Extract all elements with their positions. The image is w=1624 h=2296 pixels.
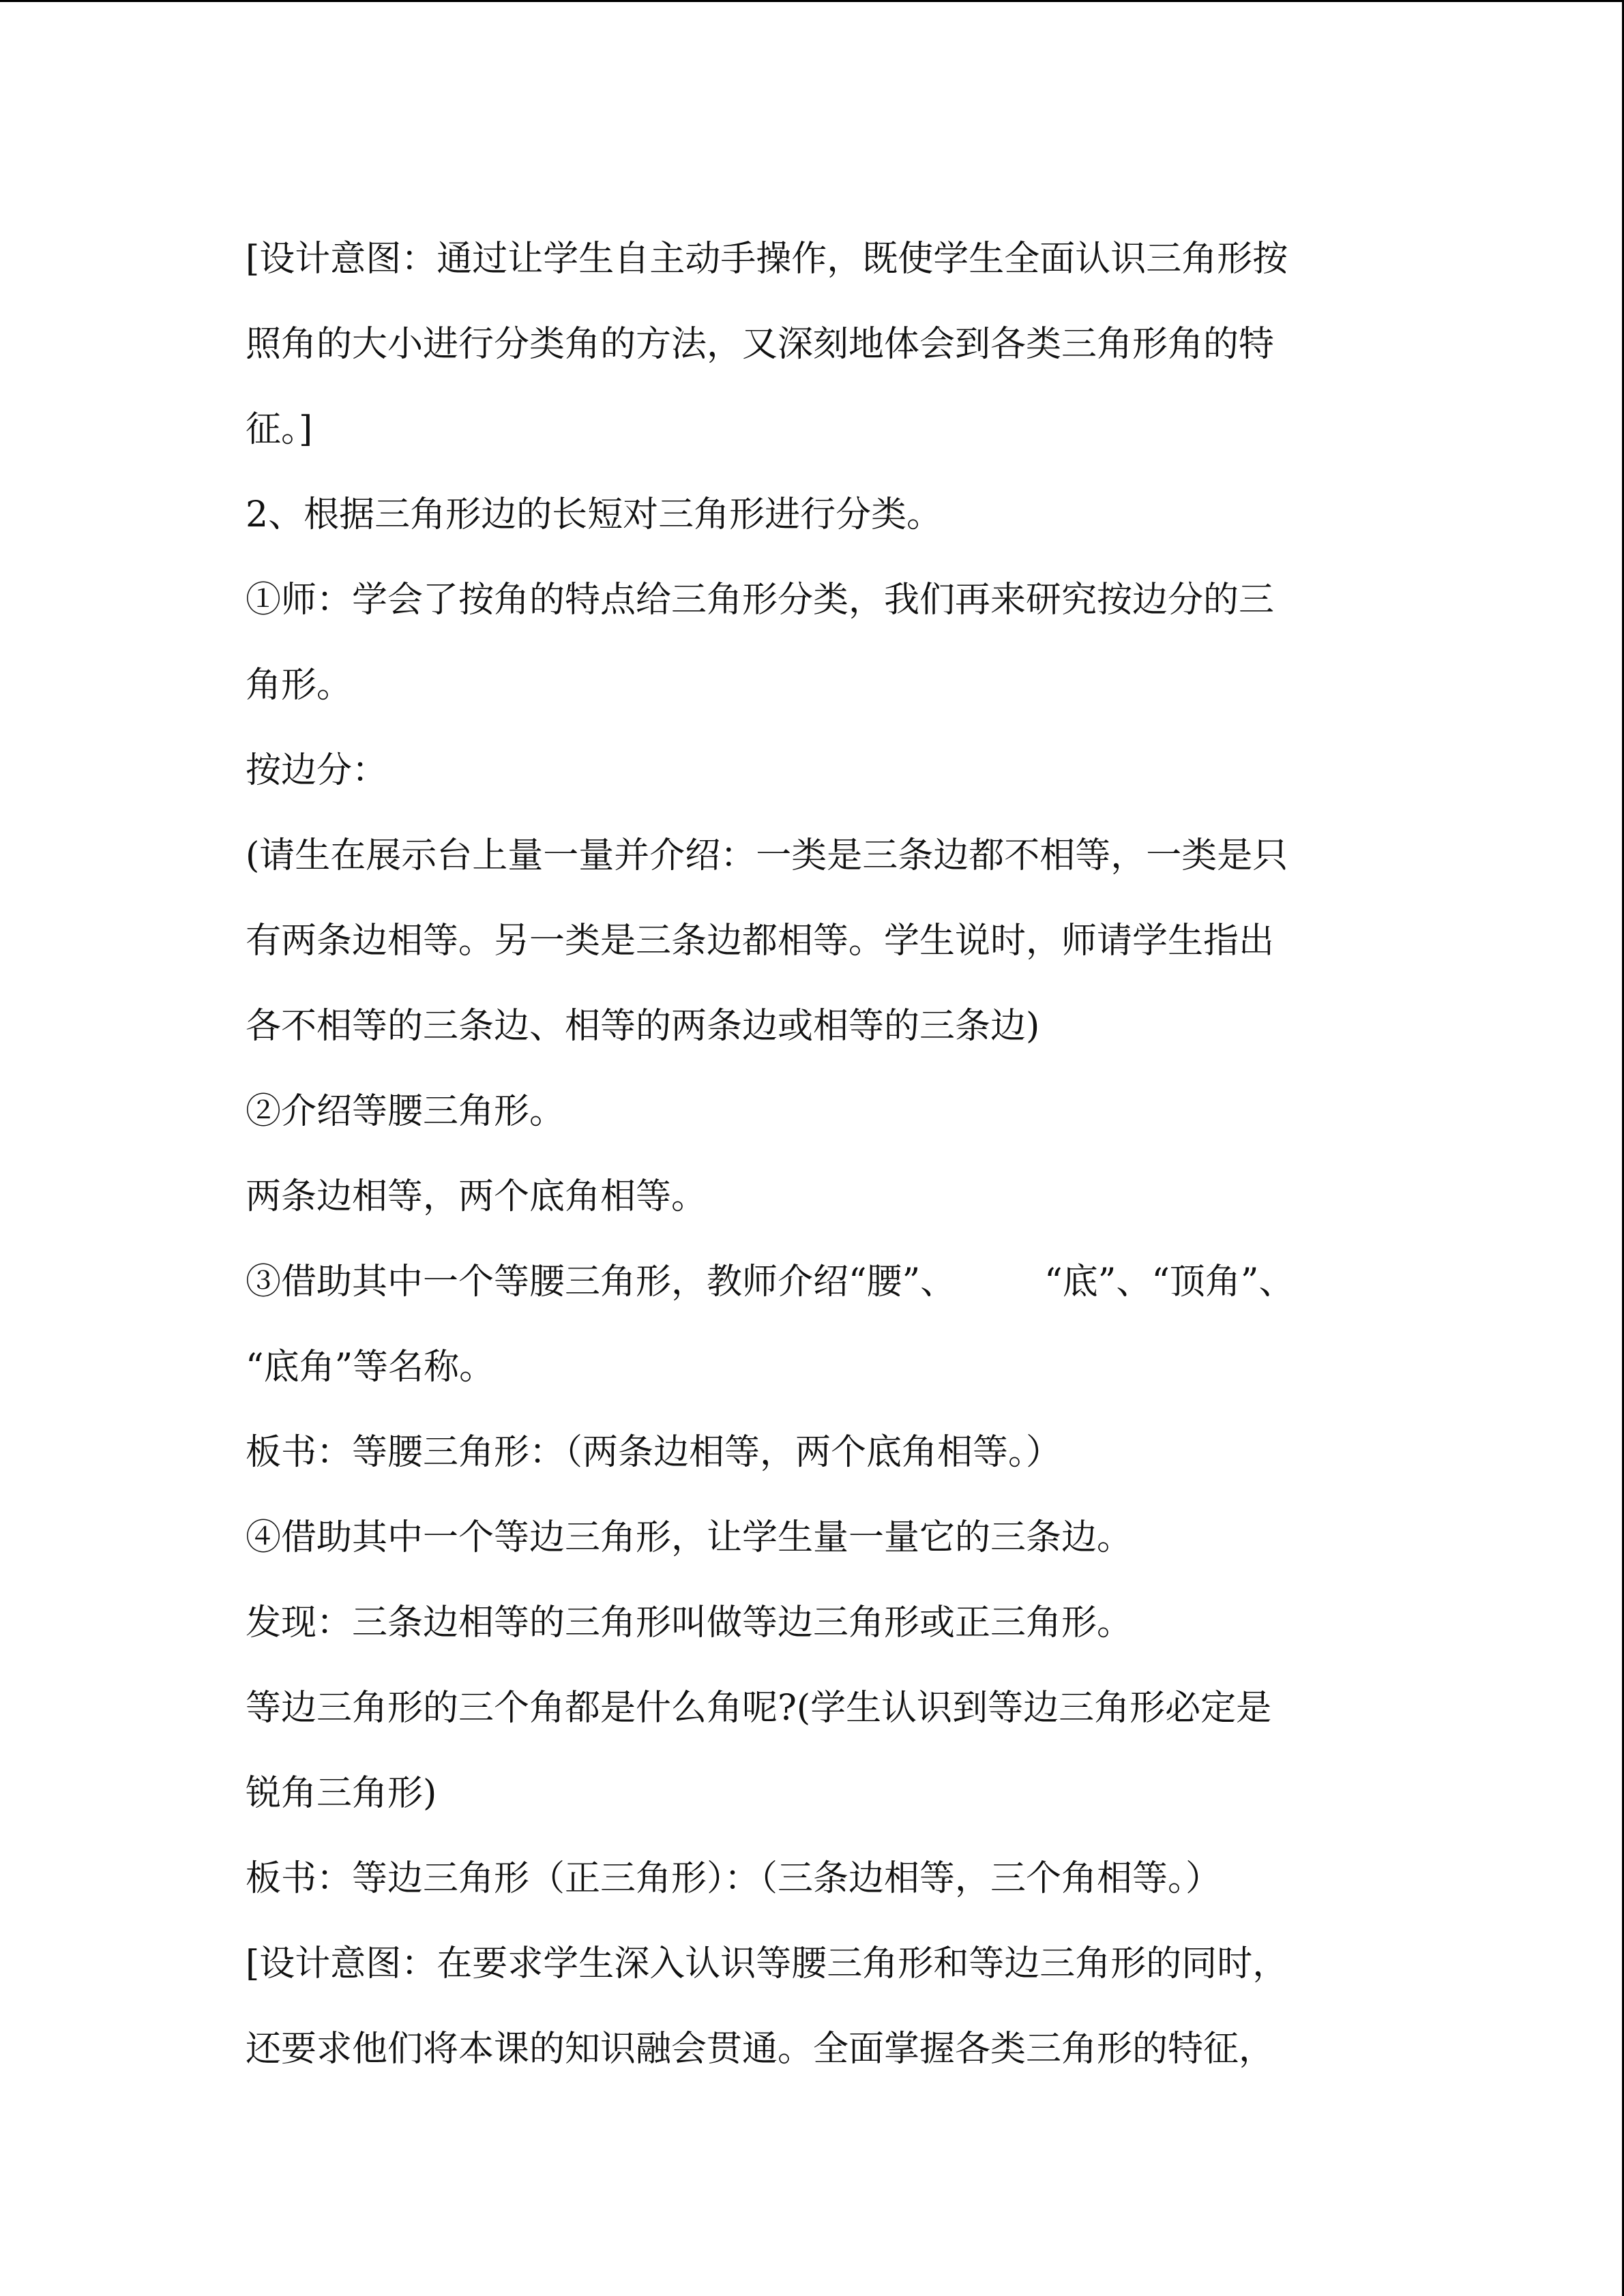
text-line: ①师：学会了按角的特点给三角形分类，我们再来研究按边分的三: [246, 580, 1275, 621]
text-line: (请生在展示台上量一量并介绍：一类是三条边都不相等，一类是只: [246, 835, 1288, 876]
text-line: 锐角三角形): [246, 1773, 437, 1814]
text-line: 2、根据三角形边的长短对三角形进行分类。: [246, 494, 943, 535]
text-line: [设计意图：通过让学生自主动手操作，既使学生全面认识三角形按: [246, 239, 1288, 280]
text-line: ②介绍等腰三角形。: [246, 1091, 565, 1132]
document-body: [246, 217, 1405, 2092]
text-line: ④借助其中一个等边三角形，让学生量一量它的三条边。: [246, 1517, 1133, 1558]
text-line: 各不相等的三条边、相等的两条边或相等的三条边): [246, 1006, 1040, 1047]
text-line: 照角的大小进行分类角的方法，又深刻地体会到各类三角形角的特: [246, 324, 1275, 365]
text-line: 角形。: [246, 665, 353, 706]
text-line: 按边分：: [246, 750, 388, 791]
text-line: [设计意图：在要求学生深入认识等腰三角形和等边三角形的同时，: [246, 1943, 1288, 1984]
text-line: 板书：等腰三角形：（两条边相等，两个底角相等。）: [246, 1432, 1062, 1473]
text-line: 两条边相等，两个底角相等。: [246, 1176, 707, 1217]
text-line: 等边三角形的三个角都是什么角呢?(学生认识到等边三角形必定是: [246, 1688, 1272, 1729]
text-line: “底角”等名称。: [246, 1347, 495, 1388]
text-line: 板书：等边三角形（正三角形）：（三条边相等，三个角相等。）: [246, 1858, 1222, 1899]
text-line: 征。]: [246, 409, 313, 450]
text-line: 有两条边相等。另一类是三条边都相等。学生说时，师请学生指出: [246, 921, 1275, 961]
text-line: ③借助其中一个等腰三角形，教师介绍“腰”、 “底”、“顶角”、: [246, 1262, 1295, 1302]
text-line: 还要求他们将本课的知识融会贯通。全面掌握各类三角形的特征，: [246, 2029, 1275, 2070]
text-line: 发现：三条边相等的三角形叫做等边三角形或正三角形。: [246, 1602, 1133, 1643]
